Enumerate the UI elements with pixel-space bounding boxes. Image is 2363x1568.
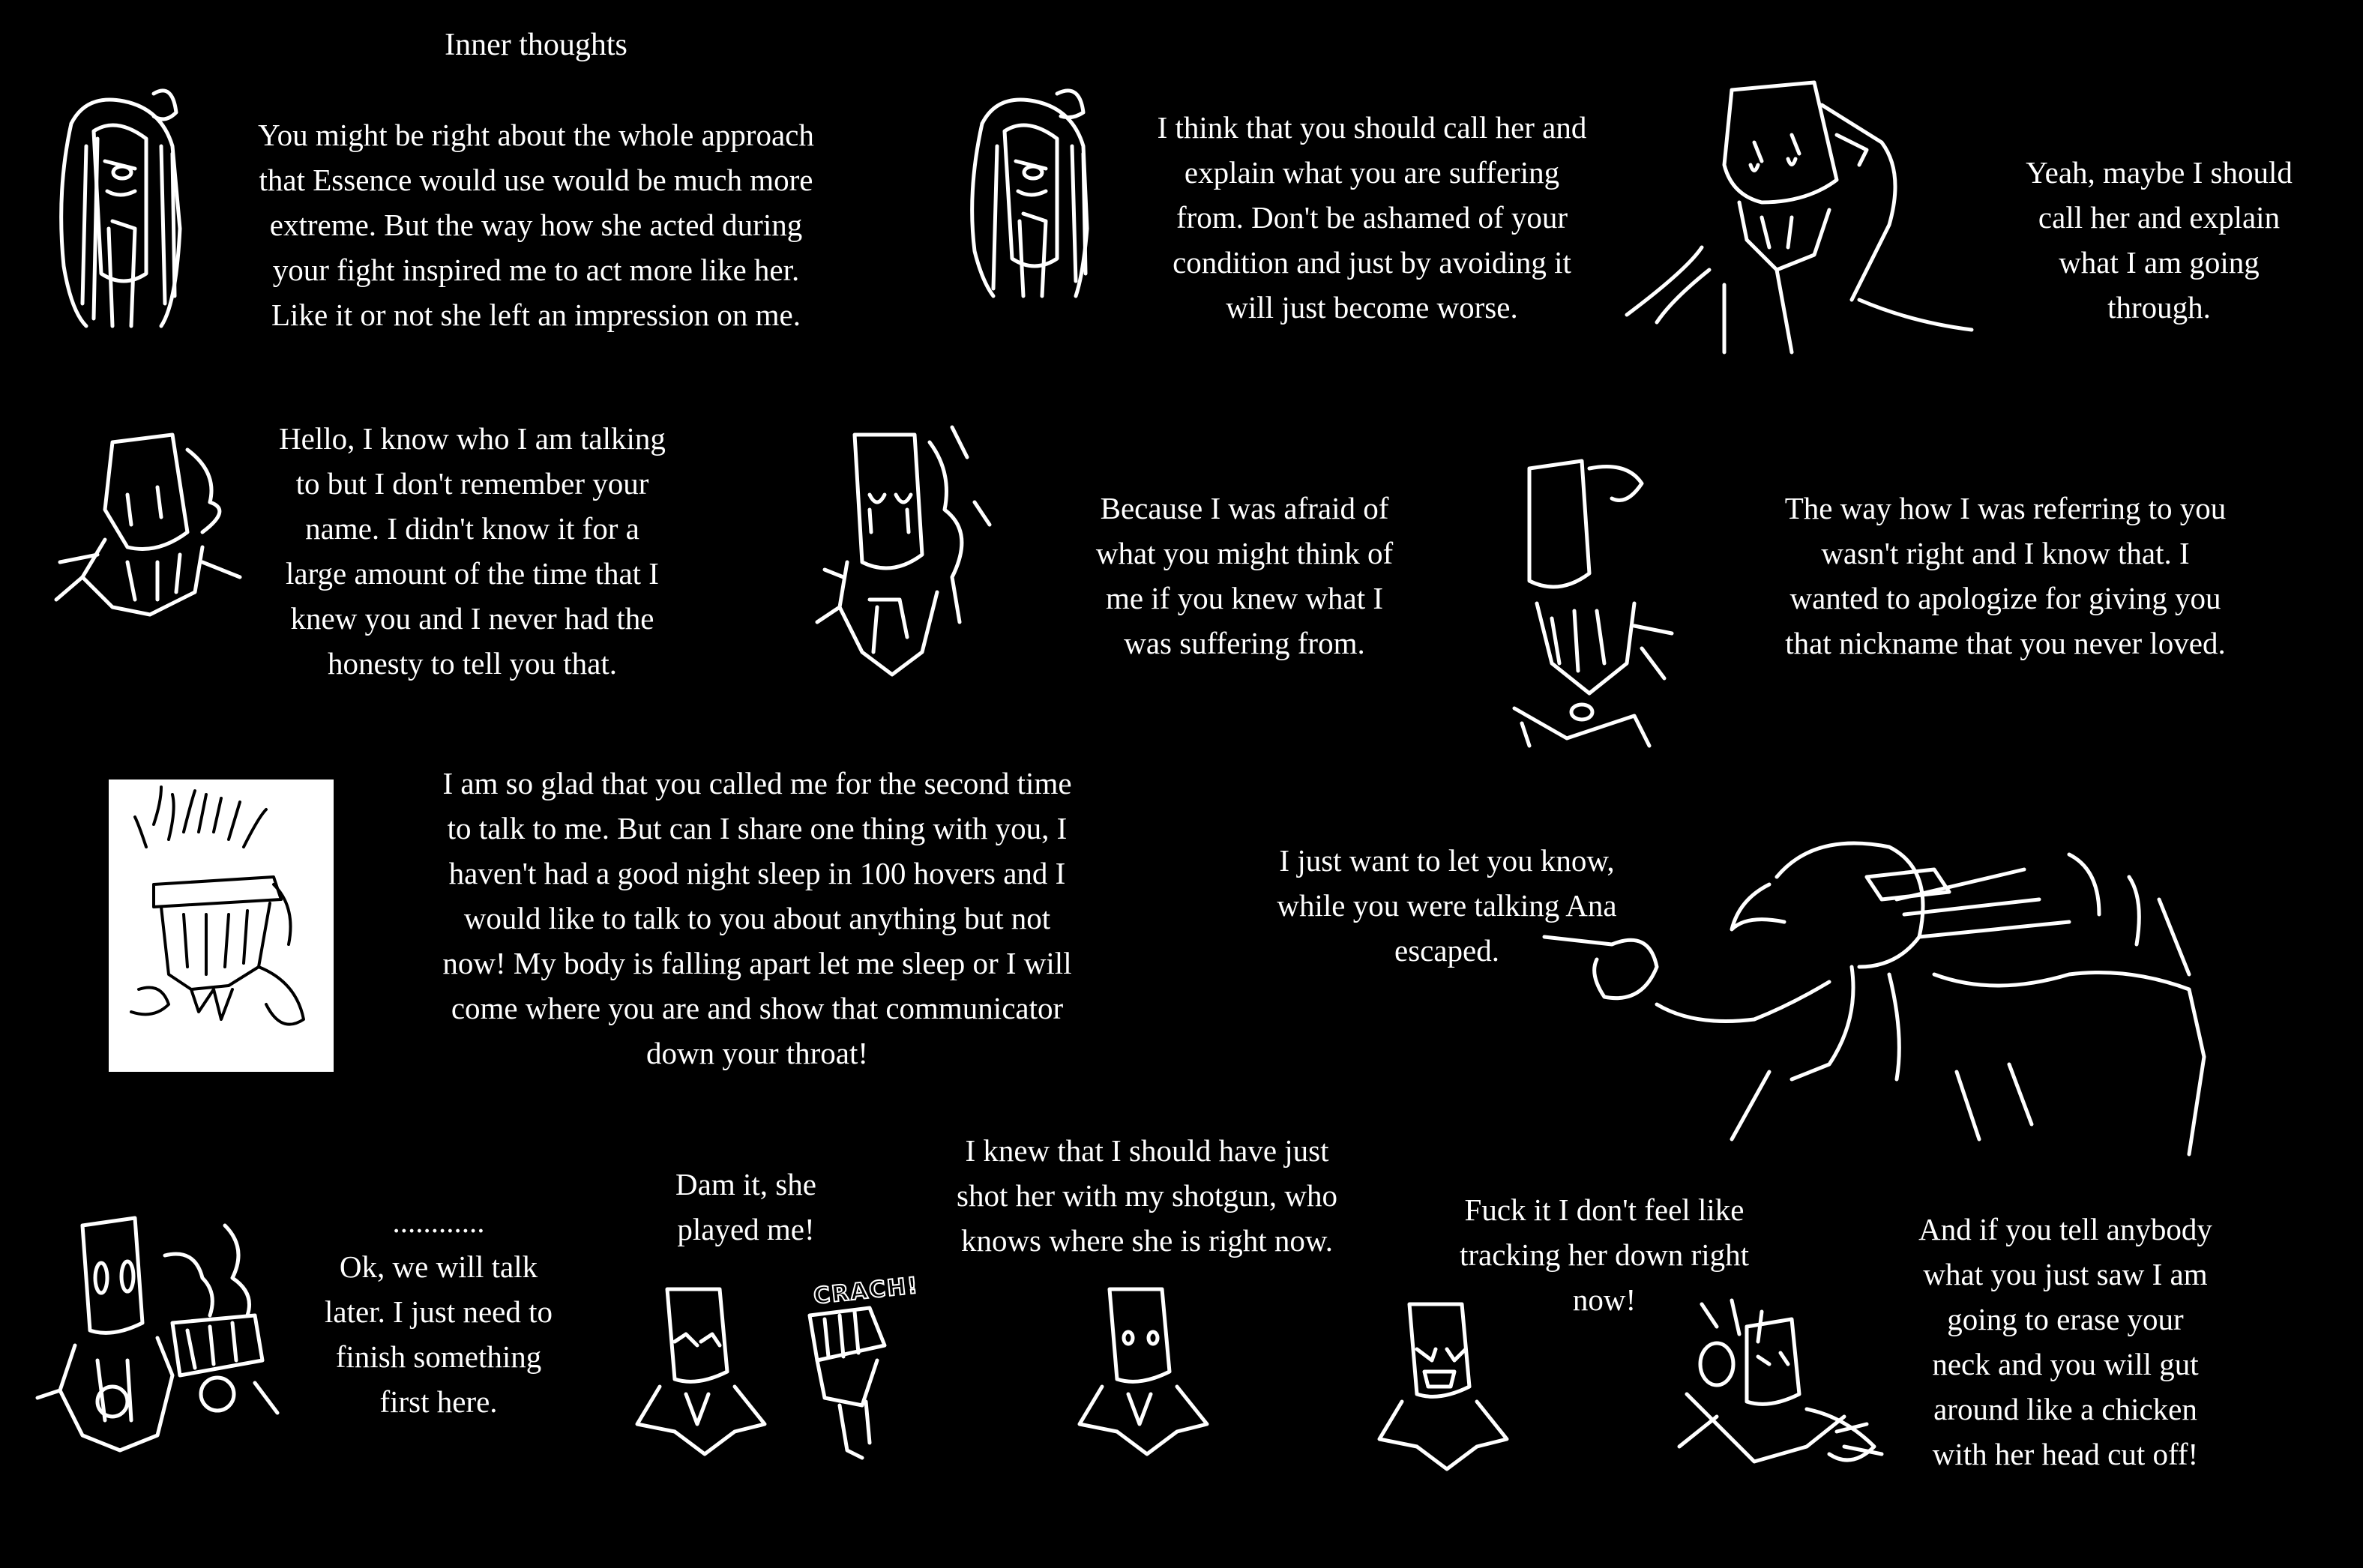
dialogue-7: I am so glad that you called me for the second time to talk to me. But can I share one thing with you, I haven't had a good night sleep in 100 hovers and I would like to talk to you about anything but not now! My body is falling apart let me sleep or I will come where you are and show that communicator down your throat!: [442, 766, 1072, 1070]
crushing-hand-drawing: [795, 1300, 900, 1465]
masked-character-drawing: [622, 1282, 772, 1462]
dialogue-12: Fuck it I don't feel like tracking her down right now!: [1460, 1192, 1749, 1317]
dialogue-9: ............ Ok, we will talk later. I just need to finish something first here.: [325, 1204, 553, 1419]
masked-character-drawing: [30, 1210, 285, 1465]
dialogue-1: You might be right about the whole approach that Essence would use would be much more extreme. But the way how she acted during your fight inspired me to act more like her. Like it or not she left an impression on me.: [258, 118, 814, 332]
masked-character-drawing: [825, 427, 1005, 682]
masked-character-drawing: [1364, 1297, 1514, 1477]
masked-character-drawing: [52, 427, 247, 622]
dialogue-5: Because I was afraid of what you might think of me if you knew what I was suffering from.: [1095, 491, 1394, 660]
pointing-character-drawing: [1544, 824, 2234, 1154]
hooded-character-drawing: [952, 79, 1102, 304]
masked-character-drawing: [1672, 1297, 1897, 1492]
masked-character-drawing: [1499, 453, 1679, 753]
hooded-character-drawing: [41, 79, 191, 334]
page-title: Inner thoughts: [445, 28, 627, 62]
dialogue-4: Hello, I know who I am talking to but I don't remember your name. I didn't know it for a large amount of the time that I knew you and I never had the honesty to tell you that.: [279, 421, 666, 681]
dialogue-3: Yeah, maybe I should call her and explain what I am going through.: [2026, 155, 2293, 325]
dialogue-11: I knew that I should have just shot her with my shotgun, who knows where she is right now.: [957, 1133, 1337, 1258]
dialogue-10: Dam it, she played me!: [675, 1167, 816, 1246]
masked-character-drawing: [1612, 75, 1987, 360]
sound-effect-text: CRACH!: [812, 1272, 921, 1310]
dialogue-6: The way how I was referring to you wasn't right and I know that. I wanted to apologize for giving you that nickname that you never loved.: [1784, 491, 2227, 660]
dialogue-13: And if you tell anybody what you just saw I am going to erase your neck and you will gut around like a chicken with her head cut off!: [1918, 1212, 2212, 1471]
masked-character-drawing: [1065, 1282, 1214, 1462]
dialogue-2: I think that you should call her and explain what you are suffering from. Don't be ashamed of your condition and just by avoiding it will just become worse.: [1157, 110, 1587, 325]
monster-portrait-box: [109, 780, 334, 1072]
dialogue-8: I just want to let you know, while you were talking Ana escaped.: [1277, 843, 1617, 968]
